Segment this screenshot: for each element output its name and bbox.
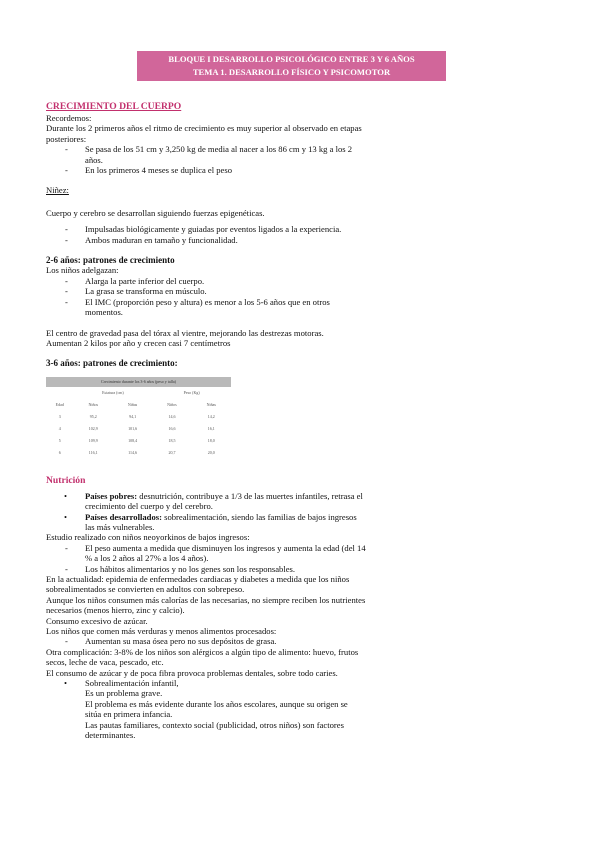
heading-patrones-2-6: 2-6 años: patrones de crecimiento	[46, 255, 175, 266]
paragraph: Estudio realizado con niños neoyorkinos de bajos ingresos:	[46, 532, 250, 543]
table-cell: 109,9	[88, 437, 98, 443]
table-row	[46, 423, 231, 435]
list-item: - Aumentan su masa ósea pero no sus depósitos de grasa.	[46, 636, 366, 646]
table-cell: 94,1	[129, 413, 137, 419]
list-item: - Los hábitos alimentarios y no los genes son los responsables.	[46, 564, 366, 574]
table-cell: 3	[58, 413, 61, 419]
list-item: - La grasa se transforma en músculo.	[46, 286, 366, 296]
table-cell: 14,6	[168, 413, 176, 419]
table-cell: 116,1	[88, 449, 98, 455]
table-cell: 4	[58, 425, 61, 431]
table-header-cell: Niñas	[127, 401, 138, 407]
paragraph: Aunque los niños consumen más calorías de las necesarias, no siempre reciben los nutrientes necesarios (menos hierro, zinc y calcio).	[46, 594, 366, 616]
list-item	[46, 491, 366, 512]
banner-line-2: TEMA 1. DESARROLLO FÍSICO Y PSICOMOTOR	[192, 67, 391, 77]
table-caption: Crecimiento durante los 3-6 años (peso y talla)	[46, 377, 231, 387]
paragraph: Cuerpo y cerebro se desarrollan siguiendo fuerzas epigenéticas.	[46, 207, 265, 218]
section-title-crecimiento: CRECIMIENTO DEL CUERPO	[46, 101, 182, 112]
paragraph: El centro de gravedad pasa del tórax al vientre, mejorando las destrezas motoras.	[46, 327, 324, 338]
table-cell: 16,1	[207, 425, 215, 431]
table-row	[46, 411, 231, 423]
bullet-text: sobrealimentación, siendo las familias de bajos ingresos las más vulnerables.	[85, 511, 357, 532]
table-cell: 102,9	[88, 425, 98, 431]
banner-line-1: BLOQUE I DESARROLLO PSICOLÓGICO ENTRE 3 Y 6 AÑOS	[168, 54, 415, 64]
recordemos-label: Recordemos:	[46, 113, 92, 123]
sub-item: El problema es más evidente durante los años escolares, aunque su origen se sitúa en primera infancia.	[85, 698, 348, 720]
table-cell: 16,6	[168, 425, 176, 431]
list-item: - En los primeros 4 meses se duplica el peso	[46, 165, 366, 175]
list-item: - Alarga la parte inferior del cuerpo.	[46, 276, 366, 286]
paragraph: Consumo excesivo de azúcar.	[46, 615, 148, 626]
table-header-cell: Niños	[88, 401, 98, 407]
list-item: - El IMC (proporción peso y altura) es menor a los 5-6 años que en otros momentos.	[46, 297, 366, 318]
bullet-text: desnutrición, contribuye a 1/3 de las muertes infantiles, retrasa el crecimiento del cuerpo y del cerebro.	[85, 490, 363, 512]
table-cell: 114,6	[128, 449, 138, 455]
list-item: - Ambos maduran en tamaño y funcionalidad.	[46, 235, 366, 245]
paragraph: Aumentan 2 kilos por año y crecen casi 7 centímetros	[46, 337, 231, 348]
paragraph: Los niños adelgazan:	[46, 265, 119, 276]
table-cell: 18,5	[168, 437, 176, 443]
list-item	[46, 512, 366, 533]
paragraph: Los niños que comen más verduras y menos alimentos procesados:	[46, 626, 277, 636]
ninez-heading: Niñez:	[46, 185, 69, 196]
table-cell: 108,4	[128, 437, 138, 443]
paragraph: En la actualidad: epidemia de enfermedades cardiacas y diabetes a medida que los niños sobrealimentados se convierten en adultos con sobrepeso.	[46, 573, 350, 595]
paragraph: El consumo de azúcar y de poca fibra provoca problemas dentales, sobre todo caries.	[46, 667, 338, 678]
table-cell: 20,0	[207, 449, 215, 455]
sub-item: Las pautas familiares, contexto social (publicidad, otros niños) son factores determinantes.	[85, 719, 344, 741]
growth-table	[46, 377, 231, 459]
sub-item: Es un problema grave.	[85, 688, 163, 699]
title-banner	[137, 51, 446, 81]
table-cell: 14,2	[207, 413, 215, 419]
bullet-lead: Países pobres:	[85, 490, 138, 501]
table-header-cell: Niñas	[206, 401, 216, 407]
table-cell: 20,7	[168, 449, 176, 455]
table-cell: 18,0	[207, 437, 215, 443]
heading-patrones-3-6: 3-6 años: patrones de crecimiento:	[46, 358, 178, 369]
list-item: - Se pasa de los 51 cm y 3,250 kg de media al nacer a los 86 cm y 13 kg a los 2 años.	[46, 144, 366, 165]
table-cell: 5	[58, 437, 61, 443]
table-cell: 95,2	[89, 413, 97, 419]
table-row	[46, 435, 231, 447]
bullet-lead: Países desarrollados:	[85, 511, 162, 522]
paragraph: Otra complicación: 3-8% de los niños son alérgicos a algún tipo de alimento: huevo, frutos secos, leche de vaca, pescado, etc.	[46, 646, 359, 668]
list-item: - Impulsadas biológicamente y guiadas por eventos ligados a la experiencia.	[46, 224, 366, 234]
list-item: - El peso aumenta a medida que disminuyen los ingresos y aumenta la edad (del 14 % a los 2 años al 27% a los 4 años).	[46, 543, 366, 564]
table-header-cell: Edad	[55, 401, 64, 407]
section-title-nutricion: Nutrición	[46, 474, 86, 486]
list-item: • Sobrealimentación infantil,	[46, 678, 366, 688]
table-header-row	[46, 399, 231, 411]
table-group-estatura: Estatura (cm)	[102, 389, 124, 395]
table-row	[46, 447, 231, 459]
intro-paragraph: Durante los 2 primeros años el ritmo de crecimiento es muy superior al observado en etapas posteriores:	[46, 123, 362, 144]
table-cell: 101,6	[128, 425, 138, 431]
table-cell: 6	[58, 449, 61, 455]
table-group-header	[46, 387, 231, 399]
table-header-cell: Niños	[167, 401, 177, 407]
table-group-peso: Peso (Kg)	[183, 389, 200, 395]
document-body	[46, 101, 366, 740]
